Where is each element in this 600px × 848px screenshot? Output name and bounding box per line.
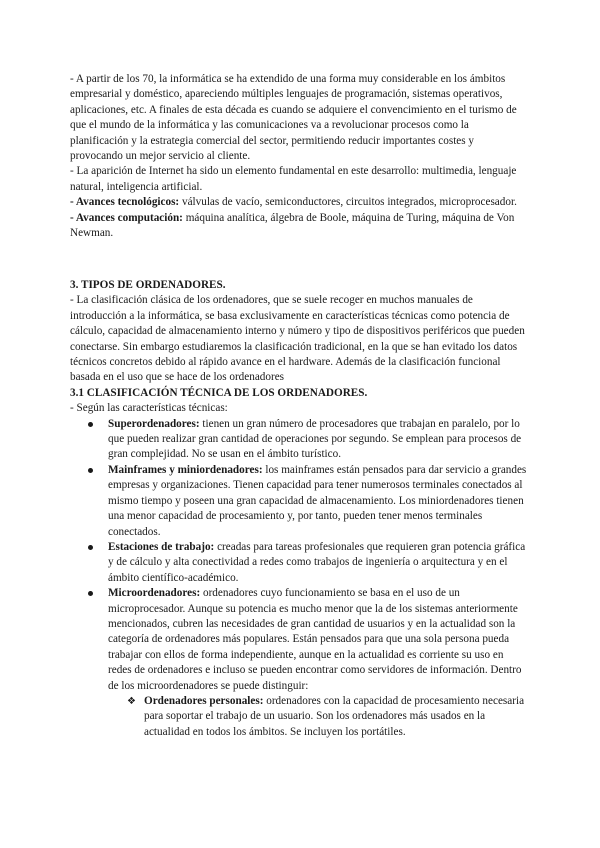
list-item-label: Microordenadores: (108, 587, 201, 600)
list-item (70, 417, 528, 463)
list-item (70, 586, 528, 694)
avances-tecnologicos-text: válvulas de vacío, semiconductores, circuitos integrados, microprocesador. (179, 196, 517, 209)
sub-list-item-text: ordenadores con la capacidad de procesamiento necesaria para soportar el trabajo de un usuario. Son los ordenadores más usados en la actualidad en todos los ámbitos. Se incluyen los portátiles. (144, 694, 525, 738)
intro-paragraph-3 (70, 195, 528, 210)
list-item-label: Estaciones de trabajo: (108, 540, 215, 553)
section-3 (70, 278, 528, 740)
diamond-bullet-icon: ❖ (127, 695, 136, 707)
avances-tecnologicos-label: - Avances tecnológicos: (70, 196, 180, 209)
list-item (70, 463, 528, 540)
sub-list-item-label: Ordenadores personales: (144, 694, 264, 707)
subsection-lead: - Según las características técnicas: (70, 402, 228, 415)
subsection-title: 3.1 CLASIFICACIÓN TÉCNICA DE LOS ORDENADORES. (70, 386, 368, 399)
list-item-text: los mainframes están pensados para dar servicio a grandes empresas y organizaciones. Tienen capacidad para tener numerosos terminales conectados al mismo tiempo y poseen una gran capacidad de almacenamiento. Los miniordenadores tienen una menor capacidad de procesamiento y, por tanto, pueden tener menos terminales conectados. (108, 463, 527, 538)
classification-list (70, 417, 528, 741)
bullet-icon (88, 545, 93, 550)
list-item-text: creadas para tareas profesionales que requieren gran potencia gráfica y de cálculo y alta conectividad a redes como trabajos de ingeniería o arquitectura y en el ámbito científico-académico. (108, 540, 526, 584)
list-item-text: ordenadores cuyo funcionamiento se basa en el uso de un microprocesador. Aunque su potencia es mucho menor que la de los sistemas anteriormente mencionados, cubren las necesidades de gran cantidad de usuarios y en la actualidad son la categoría de ordenadores más populares. Están pensados para que una sola persona pueda trabajar con ellos de forma independiente, aunque en la actualidad es corriente su uso en redes de ordenadores e incluso se pueden encontrar como servidores de información. Dentro de los microordenadores se puede distinguir: (108, 587, 522, 692)
list-item-text: tienen un gran número de procesadores que trabajan en paralelo, por lo que pueden realizar gran cantidad de operaciones por segundo. Se emplean para procesos de gran complejidad. No se usan en el ámbito turístico. (108, 417, 522, 461)
avances-computacion-label: - Avances computación: (70, 211, 183, 224)
list-item-label: Mainframes y miniordenadores: (108, 463, 263, 476)
intro-paragraph-2: - La aparición de Internet ha sido un elemento fundamental en este desarrollo: multimedia, lenguaje natural, inteligencia artificial. (70, 165, 517, 193)
sub-list-item (70, 694, 528, 740)
intro-paragraph-4 (70, 211, 528, 242)
bullet-icon (88, 591, 93, 596)
intro-section (70, 72, 528, 241)
list-item-label: Superordenadores: (108, 417, 200, 430)
list-item (70, 540, 528, 586)
section-paragraph: - La clasificación clásica de los ordenadores, que se suele recoger en muchos manuales de introducción a la informática, se basa exclusivamente en características técnicas como potencia de cálculo, capacidad de almacenamiento interno y número y tipo de dispositivos periféricos que pueden conectarse. Sin embargo estudiaremos la clasificación tradicional, en la que se han evitado los datos técnicos concretos debido al rápido avance en el hardware. Además de la clasificación funcional basada en el uso que se hace de los ordenadores (70, 294, 525, 384)
avances-computacion-text: máquina analítica, álgebra de Boole, máquina de Turing, máquina de Von Newman. (70, 211, 515, 240)
bullet-icon (88, 468, 93, 473)
section-title: 3. TIPOS DE ORDENADORES. (70, 279, 226, 291)
bullet-icon (88, 422, 93, 427)
intro-paragraph-1: - A partir de los 70, la informática se ha extendido de una forma muy considerable en los ámbitos empresarial y doméstico, apareciendo múltiples lenguajes de programación, sistemas operativos, aplicaciones, etc. A finales de esta década es cuando se adquiere el convencimiento en el turismo de que el mundo de la informática y las comunicaciones va a revolucionar procesos como la planificación y la estrategia comercial del sector, permitiendo reducir importantes costes y provocando un mejor servicio al cliente. (70, 73, 517, 163)
